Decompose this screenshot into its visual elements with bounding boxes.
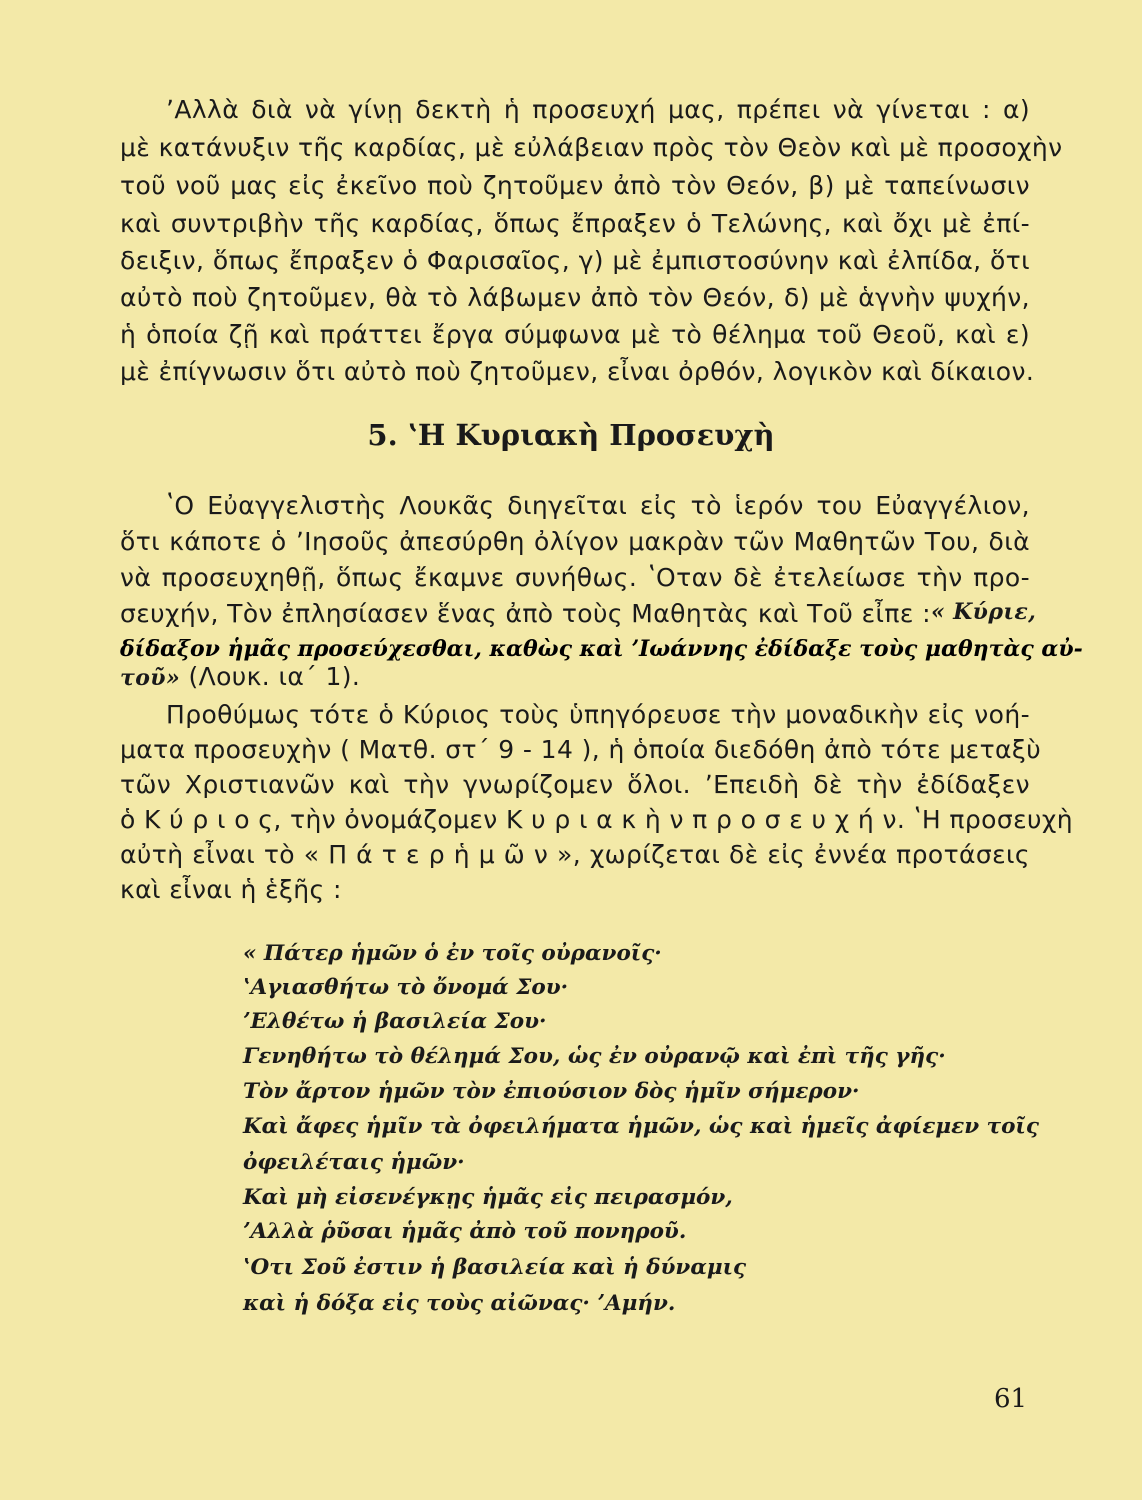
prayer-line: Καὶ μὴ εἰσενέγκῃς ἡμᾶς εἰς πειρασμόν, <box>243 1185 733 1210</box>
text-line: τῶν Χριστιανῶν καὶ τὴν γνωρίζομεν ὅλοι. ʼΕπειδὴ δὲ τὴν ἐδίδαξεν <box>120 770 1030 799</box>
text-line: δειξιν, ὅπως ἔπραξεν ὁ Φαρισαῖος, γ) μὲ ἐμπιστοσύνην καὶ ἐλπίδα, ὅτι <box>120 246 1030 275</box>
prayer-line: Τὸν ἄρτον ἡμῶν τὸν ἐπιούσιον δὸς ἡμῖν σήμερον· <box>243 1079 860 1104</box>
prayer-line: καὶ ἡ δόξα εἰς τοὺς αἰῶνας· ʼΑμήν. <box>243 1291 676 1316</box>
quote-segment: τοῦ» <box>120 665 181 691</box>
prayer-line: Καὶ ἄφες ἡμῖν τὰ ὀφειλήματα ἡμῶν, ὡς καὶ ἡμεῖς ἀφίεμεν τοῖς <box>243 1114 1039 1139</box>
text-line <box>120 599 1037 628</box>
section-heading: 5. ʽΗ Κυριακὴ Προσευχὴ <box>367 418 775 452</box>
text-line: αὐτὸ ποὺ ζητοῦμεν, θὰ τὸ λάβωμεν ἀπὸ τὸν Θεόν, δ) μὲ ἁγνὴν ψυχήν, <box>120 283 1030 312</box>
text-line: νὰ προσευχηθῇ, ὅπως ἔκαμνε συνήθως. ʽΟταν δὲ ἐτελείωσε τὴν προ- <box>120 563 1030 592</box>
text-line: ἡ ὁποία ζῇ καὶ πράττει ἔργα σύμφωνα μὲ τὸ θέλημα τοῦ Θεοῦ, καὶ ε) <box>120 320 1030 349</box>
prayer-line: ʽΟτι Σοῦ ἐστιν ἡ βασιλεία καὶ ἡ δύναμις <box>243 1255 747 1280</box>
text-line <box>120 662 1030 691</box>
prayer-line: « Πάτερ ἡμῶν ὁ ἐν τοῖς οὐρανοῖς· <box>243 941 662 966</box>
page-number: 61 <box>994 1384 1028 1414</box>
text-line: καὶ εἶναι ἡ ἑξῆς : <box>120 875 342 904</box>
citation: (Λουκ. ια΄ 1). <box>180 662 361 691</box>
text-line: ʽΟ Εὐαγγελιστὴς Λουκᾶς διηγεῖται εἰς τὸ ἱερόν του Εὐαγγέλιον, <box>166 491 1030 520</box>
text-line: ματα προσευχὴν ( Ματθ. στ΄ 9 - 14 ), ἡ ὁποία διεδόθη ἀπὸ τότε μεταξὺ <box>120 735 1042 764</box>
prayer-line: Γενηθήτω τὸ θέλημά Σου, ὡς ἐν οὐρανῷ καὶ ἐπὶ τῆς γῆς· <box>243 1044 946 1069</box>
prayer-line: ὀφειλέταις ἡμῶν· <box>243 1150 465 1175</box>
text-line: καὶ συντριβὴν τῆς καρδίας, ὅπως ἔπραξεν ὁ Τελώνης, καὶ ὄχι μὲ ἐπί- <box>120 209 1030 238</box>
text-line: ʼΑλλὰ διὰ νὰ γίνῃ δεκτὴ ἡ προσευχή μας, πρέπει νὰ γίνεται : α) <box>166 95 1030 124</box>
text-segment: σευχήν, Τὸν ἐπλησίασεν ἕνας ἀπὸ τοὺς Μαθητὰς καὶ Τοῦ εἶπε : <box>120 599 931 628</box>
prayer-line: ʽΑγιασθήτω τὸ ὄνομά Σου· <box>243 975 569 1000</box>
text-line: μὲ ἐπίγνωσιν ὅτι αὐτὸ ποὺ ζητοῦμεν, εἶναι ὀρθόν, λογικὸν καὶ δίκαιον. <box>120 357 1035 386</box>
text-line: μὲ κατάνυξιν τῆς καρδίας, μὲ εὐλάβειαν πρὸς τὸν Θεὸν καὶ μὲ προσοχὴν <box>120 133 1063 162</box>
text-line: τοῦ νοῦ μας εἰς ἐκεῖνο ποὺ ζητοῦμεν ἀπὸ τὸν Θεόν, β) μὲ ταπείνωσιν <box>120 171 1030 200</box>
quote-line: δίδαξον ἡμᾶς προσεύχεσθαι, καθὼς καὶ ʼΙωάννης ἐδίδαξε τοὺς μαθητὰς αὐ- <box>120 636 1083 662</box>
prayer-line: ʼΕλθέτω ἡ βασιλεία Σου· <box>243 1009 547 1034</box>
prayer-line: ʼΑλλὰ ῥῦσαι ἡμᾶς ἀπὸ τοῦ πονηροῦ. <box>243 1219 687 1244</box>
text-line: ὁ Κ ύ ρ ι ο ς, τὴν ὀνομάζομεν Κ υ ρ ι α κ ὴ ν π ρ ο σ ε υ χ ή ν. ʽΗ προσευχὴ <box>120 805 1073 834</box>
text-line: ὅτι κάποτε ὁ ʼΙησοῦς ἀπεσύρθη ὀλίγον μακρὰν τῶν Μαθητῶν Του, διὰ <box>120 527 1030 556</box>
quote-segment: « Κύριε, <box>930 599 1037 625</box>
text-line: αὐτὴ εἶναι τὸ « Π ά τ ε ρ ἡ μ ῶ ν », χωρίζεται δὲ εἰς ἐννέα προτάσεις <box>120 840 1030 869</box>
text-line: Προθύμως τότε ὁ Κύριος τοὺς ὑπηγόρευσε τὴν μοναδικὴν εἰς νοή- <box>166 700 1030 729</box>
